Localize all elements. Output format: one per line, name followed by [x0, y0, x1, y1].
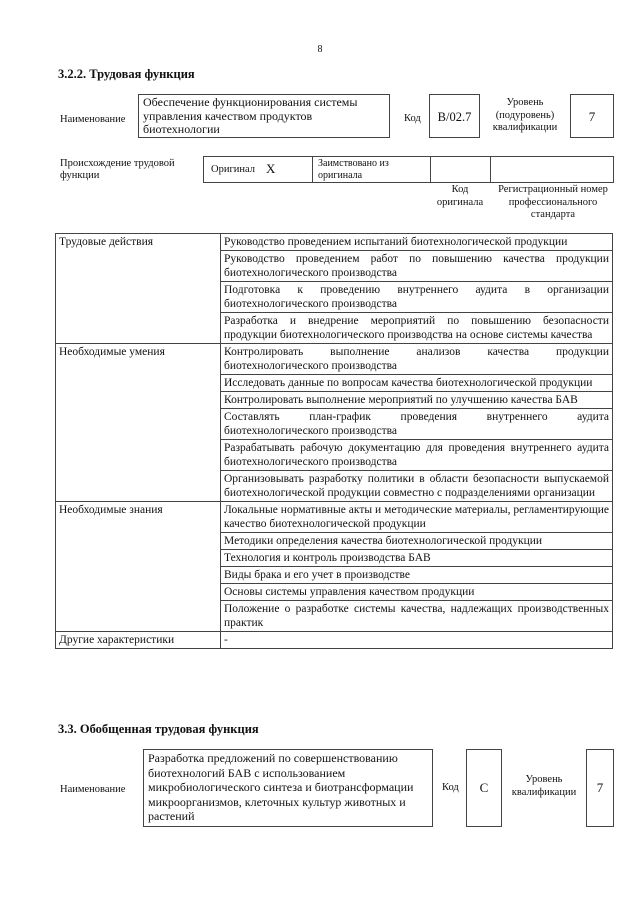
generalized-function-name-box: Разработка предложений по совершенствованию биотехнологий БАВ с использованием микробиологического синтеза и биотрансформации микроорганизмов, клеточных культур животных и растений [143, 749, 433, 827]
function-name-box: Обеспечение функционирования системы управления качеством продуктов биотехнологии [138, 94, 390, 138]
origin-label: Происхождение трудовой функции [60, 158, 175, 181]
knowledge-item: Виды брака и его учет в производстве [221, 567, 613, 584]
labor-action-item: Руководство проведением испытаний биотехнологической продукции [221, 234, 613, 251]
code-original-label: Код оригинала [436, 184, 484, 208]
level-label: Уровень (подуровень) квалификации [492, 97, 558, 133]
name-label: Наименование [60, 114, 126, 125]
labor-action-item: Подготовка к проведению внутреннего аудита в организации биотехнологического производства [221, 282, 613, 313]
skill-item: Контролировать выполнение мероприятий по улучшению качества БАВ [221, 392, 613, 409]
section-heading-322: 3.2.2. Трудовая функция [58, 67, 195, 81]
code-value-box: В/02.7 [429, 94, 480, 138]
knowledge-item: Методики определения качества биотехнологической продукции [221, 533, 613, 550]
origin-table [203, 156, 614, 183]
labor-function-table [55, 233, 613, 649]
page-number: 8 [317, 44, 323, 55]
original-label: Оригинал [211, 164, 255, 175]
skill-item: Составлять план-график проведения внутреннего аудита биотехнологического производства [221, 409, 613, 440]
knowledge-item: Технология и контроль производства БАВ [221, 550, 613, 567]
level-label-33: Уровень квалификации [511, 774, 577, 798]
skill-item: Контролировать выполнение анализов качества продукции биотехнологического производства [221, 344, 613, 375]
knowledge-item: Локальные нормативные акты и методические материалы, регламентирующие качество биотехнологической продукции [221, 502, 613, 533]
code-label-33: Код [442, 782, 459, 793]
code-label: Код [404, 113, 421, 124]
section-heading-33: 3.3. Обобщенная трудовая функция [58, 722, 259, 736]
table-row [56, 632, 613, 649]
knowledge-item: Основы системы управления качеством продукции [221, 584, 613, 601]
level-value-box: 7 [570, 94, 614, 138]
other-characteristics-label: Другие характеристики [56, 632, 221, 649]
skill-item: Разрабатывать рабочую документацию для проведения внутреннего аудита биотехнологического производства [221, 440, 613, 471]
table-row [56, 502, 613, 533]
table-row [56, 344, 613, 375]
borrowed-label: Заимствовано из оригинала [318, 158, 389, 181]
other-characteristics-value: - [221, 632, 613, 649]
labor-action-item: Разработка и внедрение мероприятий по повышению безопасности продукции биотехнологического производства на основе системы качества [221, 313, 613, 344]
level-value-box-33: 7 [586, 749, 614, 827]
skill-item: Исследовать данные по вопросам качества биотехнологической продукции [221, 375, 613, 392]
knowledge-label: Необходимые знания [56, 502, 221, 632]
knowledge-item: Положение о разработке системы качества, надлежащих производственных практик [221, 601, 613, 632]
labor-actions-label: Трудовые действия [56, 234, 221, 344]
code-value-box-33: С [466, 749, 502, 827]
skills-label: Необходимые умения [56, 344, 221, 502]
reg-number-label: Регистрационный номер профессионального стандарта [498, 184, 608, 220]
original-mark: X [266, 161, 276, 176]
skill-item: Организовывать разработку политики в области безопасности выпускаемой биотехнологической продукции совместно с подразделениями организации [221, 471, 613, 502]
table-row [56, 234, 613, 251]
name-label-33: Наименование [60, 784, 126, 795]
labor-action-item: Руководство проведением работ по повышению качества продукции биотехнологического производства [221, 251, 613, 282]
